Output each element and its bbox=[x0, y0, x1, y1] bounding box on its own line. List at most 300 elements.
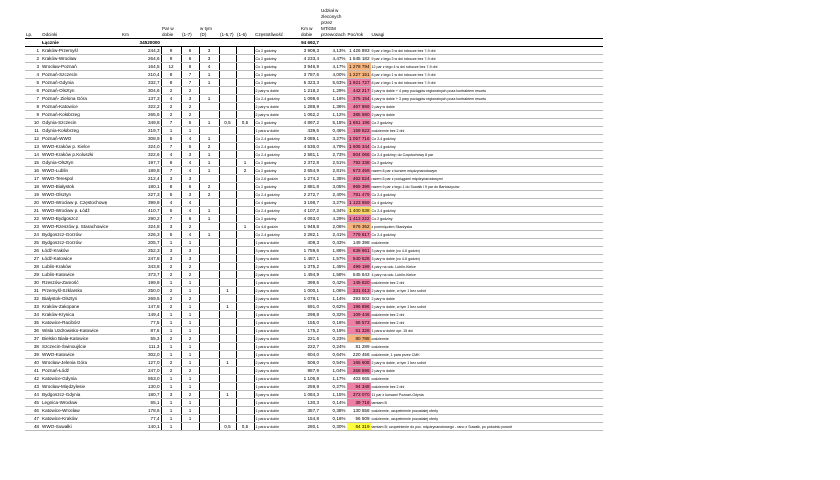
cell-16: 0,5 bbox=[236, 423, 254, 431]
cell-157 bbox=[219, 175, 236, 183]
cell-czestotliwosc: 2 pary w dobie bbox=[254, 335, 300, 343]
cell-uwagi: 2 pary w dobie, w tym 1 bez sobót bbox=[371, 287, 603, 295]
cell-b bbox=[199, 319, 219, 327]
cell-16 bbox=[236, 239, 254, 247]
cell-czestotliwosc: 2 pary w dobie bbox=[254, 103, 300, 111]
cell-km-w-dobie: 2 581,1 bbox=[300, 151, 320, 159]
cell-czestotliwosc: 1 para w dobie bbox=[254, 375, 300, 383]
cell-16 bbox=[236, 71, 254, 79]
cell-par: 3 bbox=[161, 247, 181, 255]
cell-uwagi: 2 pary w dobie, w tym 1 bez sobót bbox=[371, 359, 603, 367]
table-row bbox=[25, 271, 603, 279]
cell-poc-rok: 375 154 bbox=[347, 95, 371, 103]
cell-b bbox=[199, 343, 219, 351]
cell-b bbox=[199, 263, 219, 271]
cell-157 bbox=[219, 199, 236, 207]
cell-czestotliwosc: 3 pary w dobie bbox=[254, 391, 300, 399]
cell-udzial: 2,41% bbox=[320, 231, 347, 239]
col-odcinki: Odcinki bbox=[41, 8, 121, 39]
cell-lp: 11 bbox=[25, 127, 41, 135]
cell-16 bbox=[236, 135, 254, 143]
cell-par: 7 bbox=[161, 119, 181, 127]
cell-udzial: 1,15% bbox=[320, 391, 347, 399]
cell-poc-rok: 1 278 794 bbox=[347, 63, 371, 71]
cell-b bbox=[199, 367, 219, 375]
cell-16 bbox=[236, 407, 254, 415]
cell-km-w-dobie: 1 948,8 bbox=[300, 223, 320, 231]
table-row bbox=[25, 223, 603, 231]
cell-b bbox=[199, 423, 219, 431]
cell-16 bbox=[236, 287, 254, 295]
cell-b: 2 bbox=[199, 191, 219, 199]
cell-157 bbox=[219, 239, 236, 247]
cell-16 bbox=[236, 79, 254, 87]
cell-czestotliwosc: 1 para w dobie bbox=[254, 351, 300, 359]
cell-poc-rok: 804 066 bbox=[347, 151, 371, 159]
cell-16 bbox=[236, 191, 254, 199]
cell-km-w-dobie: 1 274,2 bbox=[300, 175, 320, 183]
cell-km-w-dobie: 591,0 bbox=[300, 303, 320, 311]
cell-b: 3 bbox=[199, 55, 219, 63]
cell-157 bbox=[219, 327, 236, 335]
cell-par: 2 bbox=[161, 359, 181, 367]
cell-157 bbox=[219, 311, 236, 319]
cell-lp: 45 bbox=[25, 399, 41, 407]
cell-157 bbox=[219, 79, 236, 87]
cell-16 bbox=[236, 303, 254, 311]
cell-uwagi: codziennie bbox=[371, 239, 603, 247]
cell-udzial: 0,30% bbox=[320, 423, 347, 431]
cell-par: 4 bbox=[161, 151, 181, 159]
cell-par: 5 bbox=[161, 207, 181, 215]
cell-odcinek: Przemyśl-Szklarsko bbox=[41, 287, 121, 295]
cell-odcinek: Rzeszów-Zamość bbox=[41, 279, 121, 287]
cell-odcinek: Wrocław-Jelenia Góra bbox=[41, 359, 121, 367]
cell-uwagi: 3 pary w dobie (co 4-6 godzin) bbox=[371, 247, 603, 255]
cell-czestotliwosc: Co 2 godziny bbox=[254, 167, 300, 175]
cell-b: 1 bbox=[199, 151, 219, 159]
cell-16 bbox=[236, 335, 254, 343]
table-row bbox=[25, 295, 603, 303]
cell-par: 2 bbox=[161, 103, 181, 111]
cell-uwagi: codziennie bez 2 dni bbox=[371, 383, 603, 391]
cell-lp: 42 bbox=[25, 375, 41, 383]
cell-par: 7 bbox=[161, 143, 181, 151]
cell-udzial: 0,62% bbox=[320, 303, 347, 311]
cell-b bbox=[199, 87, 219, 95]
cell-157 bbox=[219, 271, 236, 279]
cell-b bbox=[199, 359, 219, 367]
cell-czestotliwosc: 1 para w dobie bbox=[254, 383, 300, 391]
cell-km-w-dobie: 4 233,4 bbox=[300, 55, 320, 63]
cell-lp: 26 bbox=[25, 247, 41, 255]
table-row bbox=[25, 143, 603, 151]
cell-lp: 5 bbox=[25, 79, 41, 87]
cell-poc-rok: 56 573 bbox=[347, 319, 371, 327]
cell-poc-rok: 965 399 bbox=[347, 183, 371, 191]
cell-czestotliwosc: 3 pary w dobie bbox=[254, 247, 300, 255]
cell-poc-rok: 165 608 bbox=[347, 359, 371, 367]
cell-poc-rok: 145 820 bbox=[347, 279, 371, 287]
cell-d: 1 bbox=[181, 239, 199, 247]
cell-lp: 43 bbox=[25, 383, 41, 391]
cell-b bbox=[199, 255, 219, 263]
cell-16 bbox=[236, 359, 254, 367]
cell-lp: 18 bbox=[25, 183, 41, 191]
cell-16 bbox=[236, 175, 254, 183]
cell-udzial: 2,06% bbox=[320, 223, 347, 231]
cell-odcinek: Poznań- Zielona Góra bbox=[41, 95, 121, 103]
cell-par: 2 bbox=[161, 303, 181, 311]
table-row bbox=[25, 47, 603, 55]
cell-par: 1 bbox=[161, 343, 181, 351]
col-w-tym-label: w tym bbox=[200, 26, 212, 31]
table-row bbox=[25, 111, 603, 119]
cell-157 bbox=[219, 135, 236, 143]
cell-d: 2 bbox=[181, 111, 199, 119]
table-row bbox=[25, 55, 603, 63]
cell-km-w-dobie: 259,9 bbox=[300, 383, 320, 391]
cell-km: 180,7 bbox=[121, 391, 161, 399]
cell-157 bbox=[219, 399, 236, 407]
cell-poc-rok: 94 348 bbox=[347, 383, 371, 391]
cell-udzial: 2,73% bbox=[320, 151, 347, 159]
cell-16 bbox=[236, 215, 254, 223]
cell-par: 1 bbox=[161, 399, 181, 407]
cell-uwagi: z pominięciem Skarżyska bbox=[371, 223, 603, 231]
col-16: (1-6) bbox=[236, 8, 254, 39]
cell-km-w-dobie: 1 288,9 bbox=[300, 103, 320, 111]
cell-b: 1 bbox=[199, 159, 219, 167]
cell-lp: 3 bbox=[25, 63, 41, 71]
summary-lp bbox=[25, 39, 41, 47]
cell-uwagi: Co 2-4 godziny bbox=[371, 135, 603, 143]
cell-uwagi: Co 4 godziny bbox=[371, 199, 603, 207]
cell-lp: 41 bbox=[25, 367, 41, 375]
cell-d: 4 bbox=[181, 199, 199, 207]
cell-km: 265,6 bbox=[121, 111, 161, 119]
cell-157 bbox=[219, 367, 236, 375]
cell-uwagi: 2 pary w dobie, w tym 1 bez sobót bbox=[371, 303, 603, 311]
cell-d: 1 bbox=[181, 407, 199, 415]
cell-16 bbox=[236, 103, 254, 111]
cell-157 bbox=[219, 111, 236, 119]
cell-udzial: 1,45% bbox=[320, 263, 347, 271]
cell-par: 1 bbox=[161, 351, 181, 359]
cell-km: 269,5 bbox=[121, 295, 161, 303]
cell-odcinek: Kraków-Wrocław bbox=[41, 55, 121, 63]
cell-b bbox=[199, 111, 219, 119]
cell-km-w-dobie: 1 105,9 bbox=[300, 375, 320, 383]
cell-uwagi: 8 par z tego 1 w dni robocze bez 7-9 dni bbox=[371, 71, 603, 79]
cell-poc-rok: 220 456 bbox=[347, 351, 371, 359]
cell-km-w-dobie: 409,3 bbox=[300, 239, 320, 247]
cell-odcinek: Poznań-Gdynia bbox=[41, 79, 121, 87]
cell-czestotliwosc: 1 para w dobie bbox=[254, 319, 300, 327]
summary-km-w-dobie: 94 692,7 bbox=[301, 39, 319, 45]
cell-odcinek: Poznań-Olsztyn bbox=[41, 87, 121, 95]
cell-uwagi: Co 2-4 godziny bbox=[371, 207, 603, 215]
cell-km: 332,7 bbox=[121, 79, 161, 87]
cell-par: 3 bbox=[161, 223, 181, 231]
cell-odcinek: Gdynia-Kołobrzeg bbox=[41, 127, 121, 135]
cell-par: 9 bbox=[161, 55, 181, 63]
cell-lp: 13 bbox=[25, 143, 41, 151]
cell-157 bbox=[219, 279, 236, 287]
cell-km: 252,3 bbox=[121, 247, 161, 255]
cell-czestotliwosc: Co 2 godziny bbox=[254, 183, 300, 191]
cell-uwagi: 2 pary w dobie bbox=[371, 367, 603, 375]
cell-km: 210,4 bbox=[121, 71, 161, 79]
cell-d: 3 bbox=[181, 191, 199, 199]
cell-km-w-dobie: 439,5 bbox=[300, 127, 320, 135]
table-row bbox=[25, 343, 603, 351]
cell-lp: 35 bbox=[25, 319, 41, 327]
cell-b bbox=[199, 295, 219, 303]
cell-lp: 14 bbox=[25, 151, 41, 159]
cell-km: 322,2 bbox=[121, 103, 161, 111]
cell-uwagi: codziennie, 1 para przez CMK bbox=[371, 351, 603, 359]
cell-uwagi: codziennie bbox=[371, 343, 603, 351]
cell-157: 1 bbox=[219, 287, 236, 295]
cell-km: 77,4 bbox=[121, 415, 161, 423]
cell-lp: 38 bbox=[25, 343, 41, 351]
cell-par: 4 bbox=[161, 199, 181, 207]
cell-czestotliwosc: 2 pary w dobie bbox=[254, 263, 300, 271]
cell-157 bbox=[219, 103, 236, 111]
cell-157 bbox=[219, 47, 236, 55]
cell-udzial: 0,16% bbox=[320, 319, 347, 327]
cell-poc-rok: 84 319 bbox=[347, 423, 371, 431]
cell-udzial: 1,12% bbox=[320, 111, 347, 119]
cell-d: 1 bbox=[181, 383, 199, 391]
cell-poc-rok: 873 459 bbox=[347, 167, 371, 175]
col-par-label: Par w dobie bbox=[162, 26, 174, 37]
cell-poc-rok: 403 665 bbox=[347, 375, 371, 383]
cell-czestotliwosc: Co 2-4 godziny bbox=[254, 231, 300, 239]
cell-par: 2 bbox=[161, 335, 181, 343]
table-row bbox=[25, 231, 603, 239]
cell-odcinek: WWO-Olsztyn bbox=[41, 191, 121, 199]
cell-km: 302,0 bbox=[121, 351, 161, 359]
cell-km: 349,8 bbox=[121, 119, 161, 127]
cell-odcinek: Wisła Uzdrowisko-Katowice bbox=[41, 327, 121, 335]
cell-157 bbox=[219, 159, 236, 167]
cell-poc-rok: 1 651 196 bbox=[347, 119, 371, 127]
col-km-w-dobie: Km w dobie bbox=[300, 8, 320, 39]
cell-d: 5 bbox=[181, 119, 199, 127]
cell-d: 1 bbox=[181, 327, 199, 335]
cell-b bbox=[199, 287, 219, 295]
cell-d: 6 bbox=[181, 215, 199, 223]
cell-uwagi: razem 8 par z kursem międzynarodowym bbox=[371, 167, 603, 175]
cell-uwagi: codziennie bbox=[371, 375, 603, 383]
cell-b bbox=[199, 175, 219, 183]
cell-d: 1 bbox=[181, 415, 199, 423]
cell-b bbox=[199, 391, 219, 399]
cell-lp: 28 bbox=[25, 263, 41, 271]
cell-157 bbox=[219, 407, 236, 415]
cell-odcinek: Gdynia-Szczecin bbox=[41, 119, 121, 127]
cell-16: 2 bbox=[236, 167, 254, 175]
cell-lp: 34 bbox=[25, 311, 41, 319]
cell-lp: 23 bbox=[25, 223, 41, 231]
cell-157: 0,5 bbox=[219, 423, 236, 431]
cell-b bbox=[199, 271, 219, 279]
cell-czestotliwosc: 2 pary w dobie bbox=[254, 367, 300, 375]
cell-km-w-dobie: 604,0 bbox=[300, 351, 320, 359]
summary-row bbox=[25, 39, 603, 47]
cell-b bbox=[199, 247, 219, 255]
cell-udzial: 0,16% bbox=[320, 415, 347, 423]
col-km: Km bbox=[121, 8, 161, 39]
cell-lp: 17 bbox=[25, 175, 41, 183]
cell-czestotliwosc: 2 pary w dobie bbox=[254, 303, 300, 311]
cell-km-w-dobie: 357,7 bbox=[300, 407, 320, 415]
cell-udzial: 1,14% bbox=[320, 295, 347, 303]
cell-157 bbox=[219, 95, 236, 103]
cell-km: 205,7 bbox=[121, 239, 161, 247]
cell-poc-rok: 80 788 bbox=[347, 335, 371, 343]
cell-157 bbox=[219, 343, 236, 351]
cell-b: 1 bbox=[199, 119, 219, 127]
cell-km: 197,7 bbox=[121, 159, 161, 167]
table-row bbox=[25, 383, 603, 391]
cell-d: 6 bbox=[181, 47, 199, 55]
cell-km-w-dobie: 2 282,1 bbox=[300, 231, 320, 239]
cell-czestotliwosc: Co 2-4 godziny bbox=[254, 207, 300, 215]
cell-czestotliwosc: 3 pary w dobie bbox=[254, 255, 300, 263]
cell-b: 1 bbox=[199, 167, 219, 175]
cell-czestotliwosc: 1 para w dobie bbox=[254, 311, 300, 319]
cell-par: 2 bbox=[161, 87, 181, 95]
cell-b: 1 bbox=[199, 231, 219, 239]
col-udzial: Udział w zleconych przez MTiGM przewozach bbox=[321, 8, 346, 37]
cell-poc-rok: 779 617 bbox=[347, 231, 371, 239]
cell-km-w-dobie: 222,7 bbox=[300, 343, 320, 351]
cell-udzial: 5,63% bbox=[320, 79, 347, 87]
cell-km-w-dobie: 1 062,2 bbox=[300, 111, 320, 119]
cell-km: 290,2 bbox=[121, 215, 161, 223]
cell-16 bbox=[236, 127, 254, 135]
col-par-w-dobie bbox=[161, 8, 181, 39]
cell-157 bbox=[219, 383, 236, 391]
cell-d: 2 bbox=[181, 367, 199, 375]
cell-16 bbox=[236, 271, 254, 279]
cell-par: 1 bbox=[161, 383, 181, 391]
cell-udzial: 4,29% bbox=[320, 215, 347, 223]
table-row bbox=[25, 135, 603, 143]
cell-poc-rok: 1 123 559 bbox=[347, 199, 371, 207]
cell-par: 2 bbox=[161, 271, 181, 279]
cell-udzial: 0,38% bbox=[320, 407, 347, 415]
cell-16 bbox=[236, 183, 254, 191]
cell-par: 7 bbox=[161, 215, 181, 223]
cell-km: 199,8 bbox=[121, 279, 161, 287]
cell-uwagi: Co 2-4 godziny; do Częstochowy 8 par bbox=[371, 151, 603, 159]
table-row bbox=[25, 79, 603, 87]
cell-udzial: 0,43% bbox=[320, 239, 347, 247]
cell-udzial: 4,47% bbox=[320, 55, 347, 63]
cell-km: 399,8 bbox=[121, 199, 161, 207]
cell-par: 5 bbox=[161, 135, 181, 143]
cell-km: 324,8 bbox=[121, 223, 161, 231]
cell-czestotliwosc: 2 pary w dobie bbox=[254, 87, 300, 95]
table-row bbox=[25, 87, 603, 95]
cell-km: 180,1 bbox=[121, 183, 161, 191]
cell-par: 2 bbox=[161, 367, 181, 375]
cell-uwagi: codziennie, uzupełnienie pozostałej oferty bbox=[371, 415, 603, 423]
cell-km: 410,7 bbox=[121, 207, 161, 215]
col-par-range: (1-7) bbox=[181, 8, 199, 39]
cell-uwagi: 2 pary w dobie + 4 pary pociągów regionalnych poza kontraktem resortu bbox=[371, 87, 603, 95]
cell-km-w-dobie: 987,9 bbox=[300, 367, 320, 375]
cell-lp: 47 bbox=[25, 415, 41, 423]
cell-b: 3 bbox=[199, 47, 219, 55]
cell-poc-rok: 56 509 bbox=[347, 415, 371, 423]
cell-par: 1 bbox=[161, 415, 181, 423]
cell-km: 226,3 bbox=[121, 231, 161, 239]
cell-d: 2 bbox=[181, 223, 199, 231]
cell-odcinek: Katowice-Racibórz bbox=[41, 319, 121, 327]
cell-odcinek: Poznań-Kołobrzeg bbox=[41, 111, 121, 119]
cell-b: 1 bbox=[199, 79, 219, 87]
summary-km: 34520000 bbox=[121, 39, 161, 47]
cell-par: 5 bbox=[161, 191, 181, 199]
cell-157 bbox=[219, 231, 236, 239]
cell-poc-rok: 1 605 344 bbox=[347, 143, 371, 151]
cell-udzial: 1,57% bbox=[320, 255, 347, 263]
cell-d: 3 bbox=[181, 247, 199, 255]
cell-poc-rok: 385 580 bbox=[347, 111, 371, 119]
cell-czestotliwosc: 1 para w dobie bbox=[254, 407, 300, 415]
cell-d: 1 bbox=[181, 303, 199, 311]
cell-udzial: 4,79% bbox=[320, 143, 347, 151]
cell-par: 6 bbox=[161, 159, 181, 167]
cell-km: 373,7 bbox=[121, 271, 161, 279]
table-row bbox=[25, 119, 603, 127]
cell-lp: 9 bbox=[25, 111, 41, 119]
cell-odcinek: Kraków-Zakopane bbox=[41, 303, 121, 311]
cell-16 bbox=[236, 207, 254, 215]
cell-poc-rok: 393 502 bbox=[347, 295, 371, 303]
cell-157 bbox=[219, 87, 236, 95]
cell-czestotliwosc: Co 2 godziny bbox=[254, 79, 300, 87]
cell-d: 1 bbox=[181, 127, 199, 135]
table-row bbox=[25, 127, 603, 135]
cell-d: 4 bbox=[181, 231, 199, 239]
cell-lp: 37 bbox=[25, 335, 41, 343]
cell-uwagi: tamtam B; uzupełnienie do poc. międzynarodowego - rano z Suwałk, po południu powrót bbox=[371, 423, 603, 431]
cell-b bbox=[199, 223, 219, 231]
table-row bbox=[25, 239, 603, 247]
table-row bbox=[25, 391, 603, 399]
table-row bbox=[25, 327, 603, 335]
cell-d: 3 bbox=[181, 175, 199, 183]
table-row bbox=[25, 263, 603, 271]
cell-uwagi: 4 pary na odc. Lublin-Kielce bbox=[371, 271, 603, 279]
cell-odcinek: Bydgoszcz-Gorzów bbox=[41, 231, 121, 239]
cell-czestotliwosc: 1 para w dobie bbox=[254, 279, 300, 287]
cell-odcinek: WWO-Kraków p.Koluszki bbox=[41, 151, 121, 159]
cell-km-w-dobie: 3 787,6 bbox=[300, 71, 320, 79]
cell-km: 250,0 bbox=[121, 287, 161, 295]
cell-d: 1 bbox=[181, 399, 199, 407]
cell-udzial: 1,36% bbox=[320, 103, 347, 111]
cell-d: 2 bbox=[181, 335, 199, 343]
table-row bbox=[25, 151, 603, 159]
cell-b bbox=[199, 239, 219, 247]
